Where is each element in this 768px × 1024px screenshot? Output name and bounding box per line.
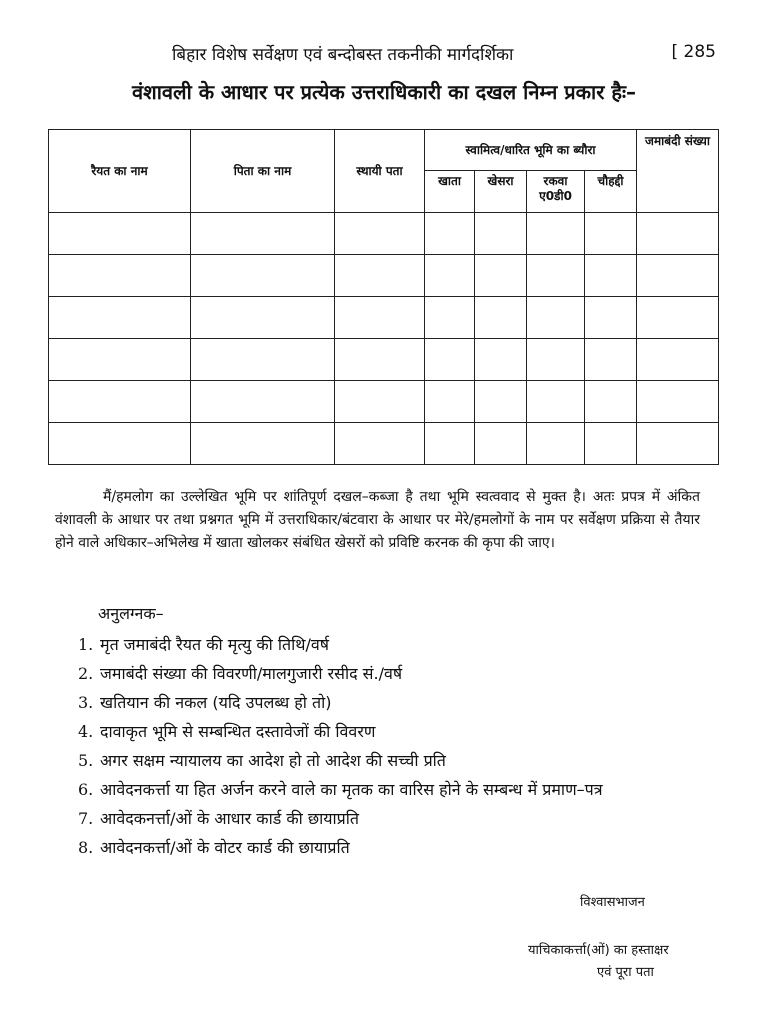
table-cell: [585, 423, 637, 465]
table-cell: [475, 213, 527, 255]
table-cell: [49, 381, 191, 423]
table-cell: [527, 381, 585, 423]
col-father-name: पिता का नाम: [191, 130, 335, 213]
closing-text: विश्वासभाजन: [580, 895, 645, 910]
page-number: [ 285: [671, 42, 716, 62]
table-row: [49, 381, 719, 423]
table-cell: [527, 423, 585, 465]
address-label: एवं पूरा पता: [597, 965, 654, 980]
table-cell: [425, 297, 475, 339]
table-cell: [191, 255, 335, 297]
table-cell: [425, 213, 475, 255]
table-cell: [49, 423, 191, 465]
list-item: [78, 659, 728, 688]
table-cell: [475, 255, 527, 297]
list-item: [78, 630, 728, 659]
col-chauhaddi: चौहद्दी: [585, 171, 637, 213]
table-cell: [637, 297, 719, 339]
table-cell: [475, 423, 527, 465]
table-cell: [637, 381, 719, 423]
list-item-number: 8.: [78, 838, 94, 857]
table-cell: [637, 339, 719, 381]
table-cell: [191, 381, 335, 423]
table-body: [49, 213, 719, 465]
list-item-number: 1.: [78, 635, 94, 654]
table-cell: [585, 297, 637, 339]
table-cell: [585, 213, 637, 255]
col-jamabandi-number: जमाबंदी संख्या: [637, 130, 719, 213]
declaration-paragraph: मैं/हमलोग का उल्लेखित भूमि पर शांतिपूर्ण दखल–कब्जा है तथा भूमि स्वत्ववाद से मुक्त है। अतः प्रपत्र में अंकित वंशावली के आधार पर तथा प्रश्नगत भूमि में उत्तराधिकार/बंटवारा के आधार पर मेरे/हमलोगों के नाम पर सर्वेक्षण प्रक्रिया से तैयार होने वाले अधिकार–अभिलेख में खाता खोलकर संबंधित खेसरों को प्रविष्टि करनक की कृपा की जाए।: [55, 489, 700, 551]
col-permanent-address: स्थायी पता: [335, 130, 425, 213]
table-cell: [475, 297, 527, 339]
col-raiyat-name: रैयत का नाम: [49, 130, 191, 213]
table-cell: [335, 339, 425, 381]
table-cell: [527, 213, 585, 255]
list-item: [78, 746, 728, 775]
table-row: [49, 339, 719, 381]
list-item: [78, 833, 728, 862]
table-cell: [49, 339, 191, 381]
table-cell: [191, 213, 335, 255]
table-cell: [49, 213, 191, 255]
list-item-text: खतियान की नकल (यदि उपलब्ध हो तो): [100, 693, 332, 712]
annexure-list: [78, 630, 728, 862]
list-item-text: आवेदनकर्त्ता/ओं के वोटर कार्ड की छायाप्रति: [100, 838, 350, 857]
list-item-text: जमाबंदी संख्या की विवरणी/मालगुजारी रसीद सं./वर्ष: [100, 664, 403, 683]
table-cell: [425, 381, 475, 423]
table-row: [49, 213, 719, 255]
table-cell: [527, 255, 585, 297]
table-cell: [637, 213, 719, 255]
col-khata: खाता: [425, 171, 475, 213]
table-cell: [49, 297, 191, 339]
table-cell: [527, 339, 585, 381]
list-item-text: आवेदनकर्त्ता या हित अर्जन करने वाले का मृतक का वारिस होने के सम्बन्ध में प्रमाण–पत्र: [100, 780, 603, 799]
table-header-row: [49, 130, 719, 171]
table-cell: [585, 255, 637, 297]
list-item: [78, 688, 728, 717]
list-item-number: 7.: [78, 809, 94, 828]
list-item-text: दावाकृत भूमि से सम्बन्धित दस्तावेजों की विवरण: [100, 722, 376, 741]
col-khesra: खेसरा: [475, 171, 527, 213]
list-item-number: 4.: [78, 722, 94, 741]
table-cell: [335, 297, 425, 339]
table-cell: [637, 255, 719, 297]
table-cell: [335, 381, 425, 423]
table-cell: [475, 381, 527, 423]
list-item-text: अगर सक्षम न्यायालय का आदेश हो तो आदेश की सच्ची प्रति: [100, 751, 446, 770]
table-row: [49, 297, 719, 339]
list-item-text: मृत जमाबंदी रैयत की मृत्यु की तिथि/वर्ष: [100, 635, 330, 654]
list-item-number: 2.: [78, 664, 94, 683]
list-item: [78, 775, 728, 804]
table-cell: [425, 339, 475, 381]
annexure-heading: अनुलग्नक–: [98, 604, 164, 623]
signature-label: याचिकाकर्त्ता(ओं) का हस्ताक्षर: [528, 943, 669, 958]
list-item: [78, 717, 728, 746]
table-cell: [527, 297, 585, 339]
list-item: [78, 804, 728, 833]
table-cell: [191, 297, 335, 339]
main-heading: वंशावली के आधार पर प्रत्येक उत्तराधिकारी का दखल निम्न प्रकार हैः–: [131, 80, 636, 104]
header-title: बिहार विशेष सर्वेक्षण एवं बन्दोबस्त तकनीकी मार्गदर्शिका: [172, 45, 514, 65]
table-cell: [585, 381, 637, 423]
table-cell: [335, 423, 425, 465]
list-item-text: आवेदकनर्त्ता/ओं के आधार कार्ड की छायाप्रति: [100, 809, 360, 828]
table-row: [49, 255, 719, 297]
table-cell: [637, 423, 719, 465]
table-cell: [425, 423, 475, 465]
table-cell: [335, 255, 425, 297]
table-cell: [425, 255, 475, 297]
table-row: [49, 423, 719, 465]
page-header: [0, 42, 768, 68]
list-item-number: 5.: [78, 751, 94, 770]
succession-table: [48, 129, 719, 465]
list-item-number: 3.: [78, 693, 94, 712]
table-cell: [191, 423, 335, 465]
table-cell: [335, 213, 425, 255]
table-cell: [475, 339, 527, 381]
table-cell: [585, 339, 637, 381]
col-land-details-group: स्वामित्व/धारित भूमि का ब्यौरा: [425, 130, 637, 171]
table-cell: [49, 255, 191, 297]
table-cell: [191, 339, 335, 381]
list-item-number: 6.: [78, 780, 94, 799]
col-rakwa: रकवा ए0डी0: [527, 171, 585, 213]
